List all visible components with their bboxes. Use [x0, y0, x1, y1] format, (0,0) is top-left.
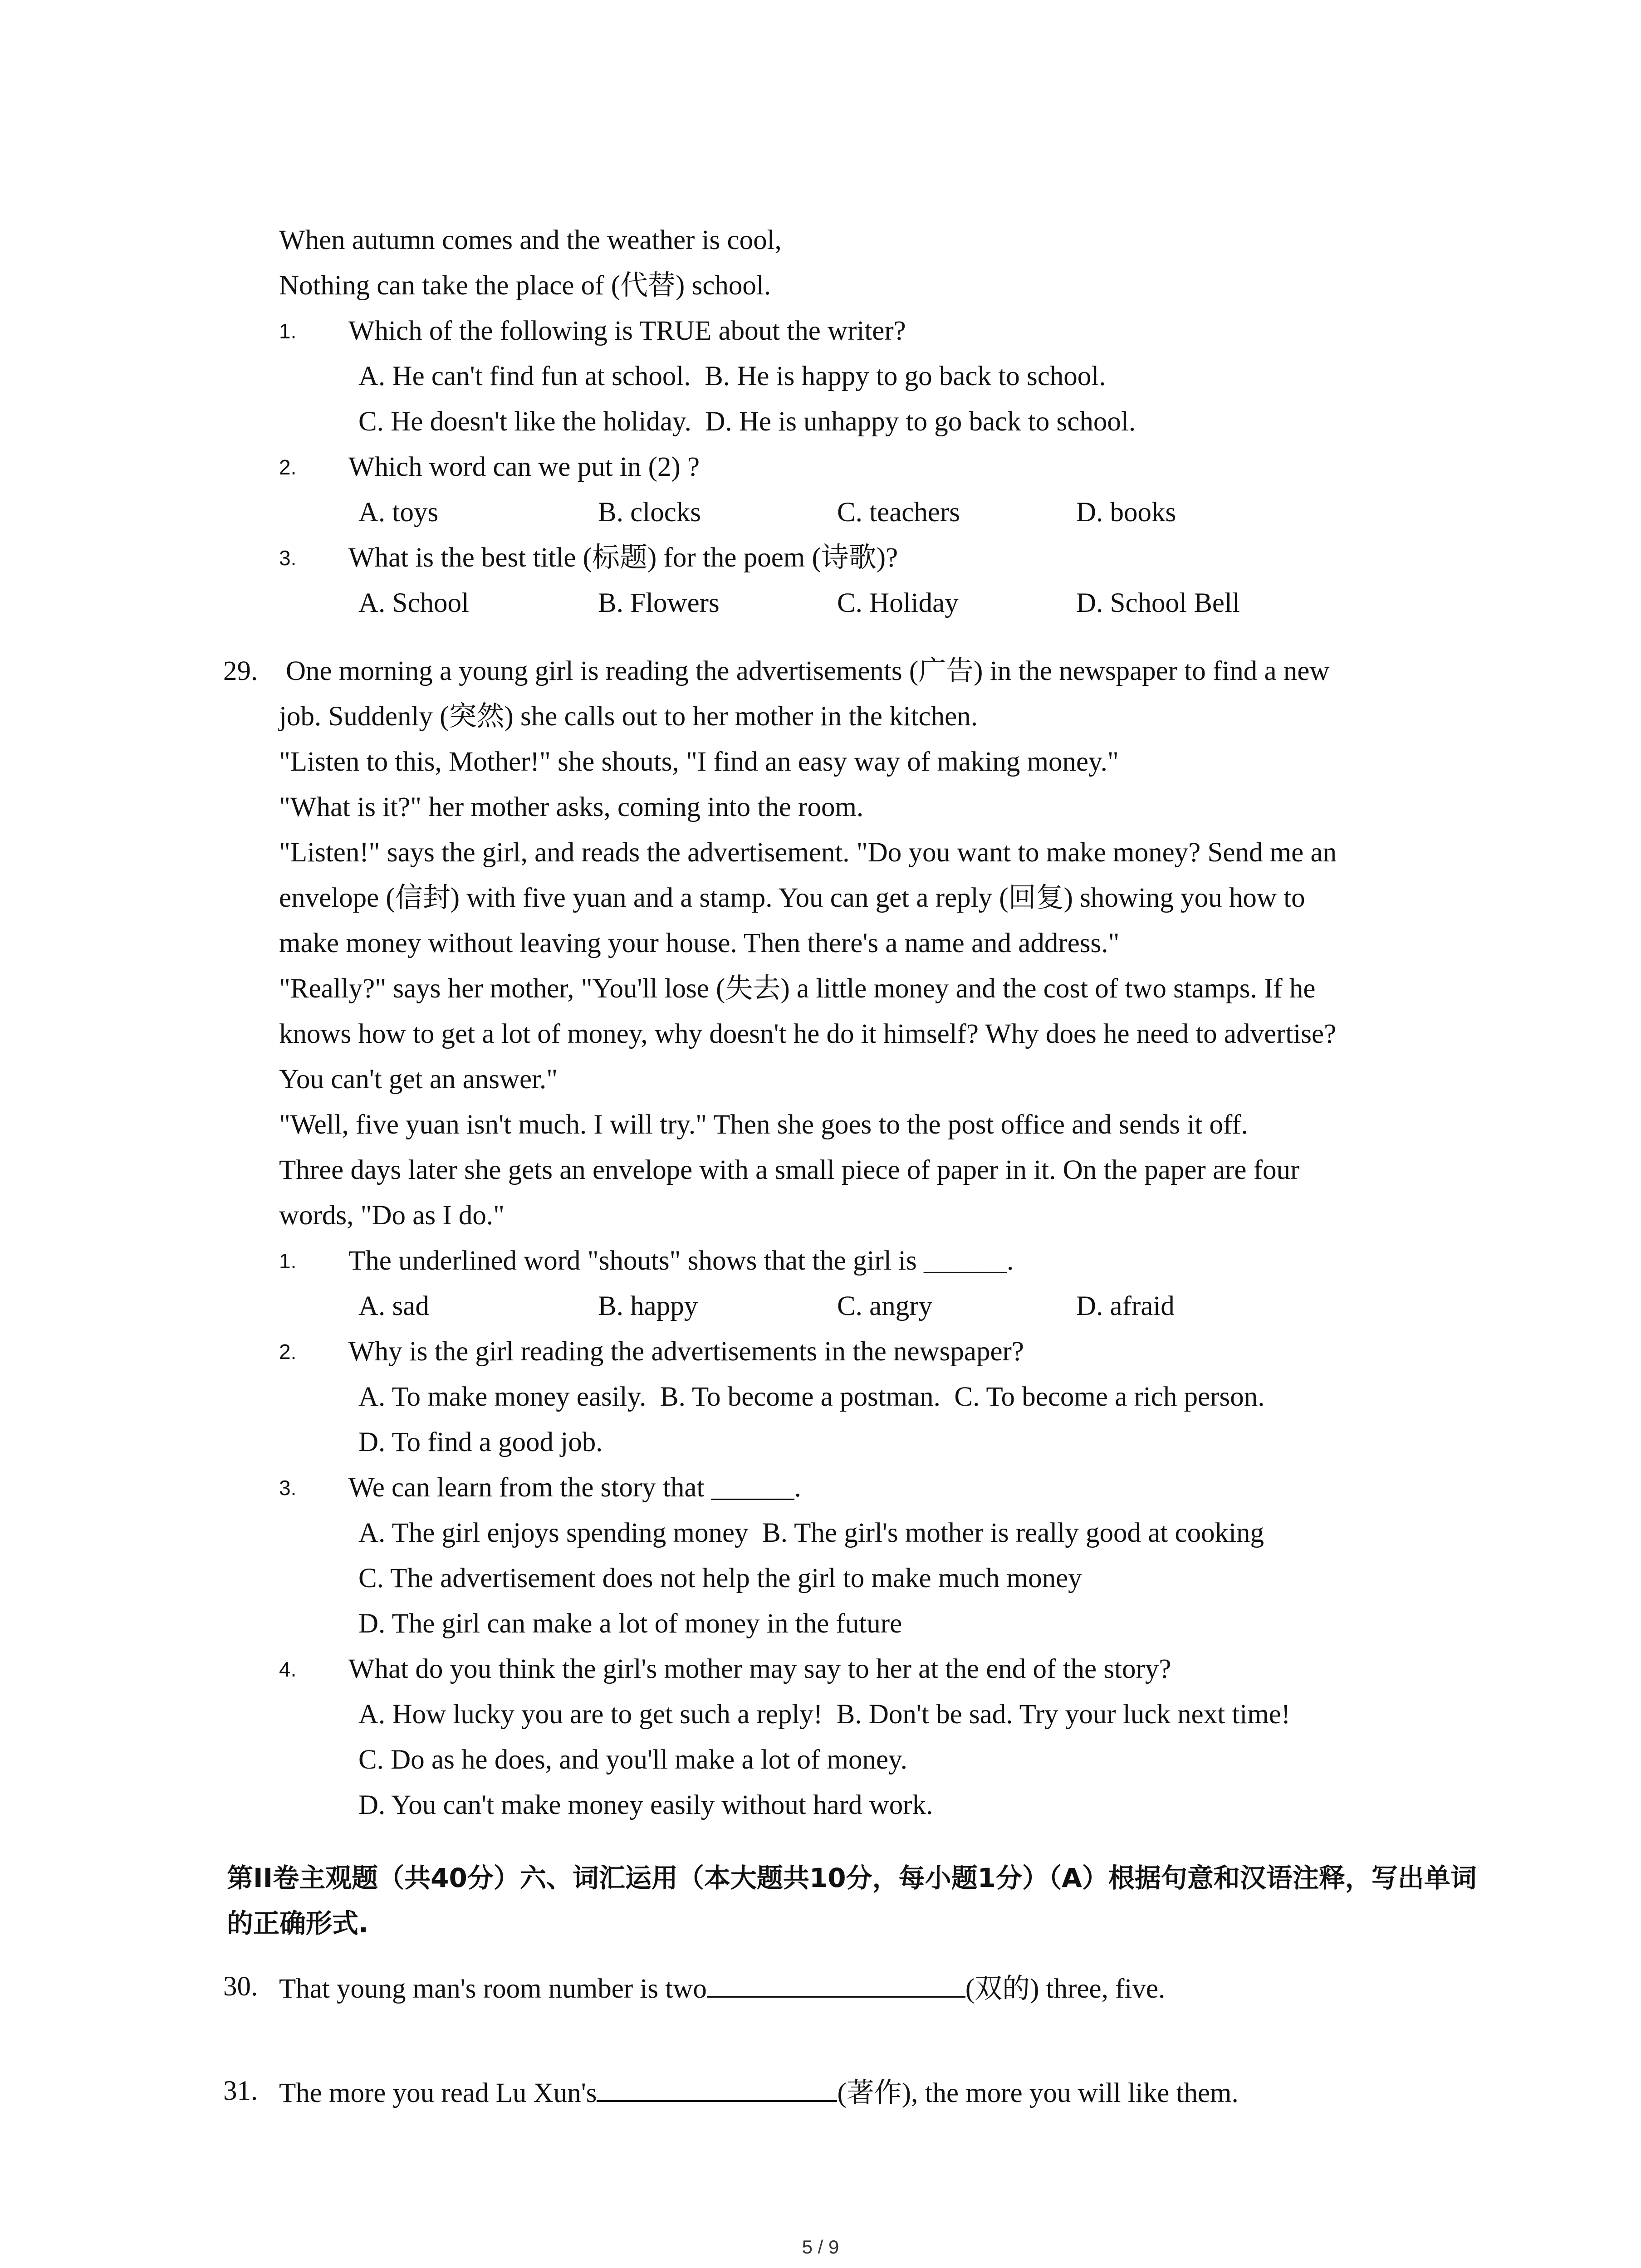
answer-blank[interactable]: [597, 2073, 837, 2102]
passage-line: You can't get an answer.": [279, 1064, 558, 1095]
option-line: D. You can't make money easily without hard work.: [358, 1790, 933, 1820]
passage-line: "What is it?" her mother asks, coming into the room.: [279, 792, 864, 822]
question-number: 30.: [223, 1971, 258, 2002]
option-line: D. The girl can make a lot of money in the future: [358, 1608, 902, 1639]
question-stem: What do you think the girl's mother may say to her at the end of the story?: [348, 1654, 1171, 1684]
question-text-before: The more you read Lu Xun's: [279, 2078, 597, 2108]
poem-line: When autumn comes and the weather is cool,: [279, 225, 782, 255]
passage-line: envelope (信封) with five yuan and a stamp. You can get a reply (回复) showing you how to: [279, 883, 1305, 913]
sub-question-number: 1.: [279, 1249, 297, 1273]
passage-line: job. Suddenly (突然) she calls out to her mother in the kitchen.: [279, 701, 978, 732]
option-line: A. He can't find fun at school. B. He is happy to go back to school.: [358, 361, 1106, 391]
option-line: C. Do as he does, and you'll make a lot of money.: [358, 1745, 907, 1775]
fill-in-question: [279, 1969, 1165, 2007]
option-a: A. sad: [358, 1291, 429, 1321]
passage-line: knows how to get a lot of money, why doesn't he do it himself? Why does he need to advertise?: [279, 1019, 1337, 1049]
poem-line: Nothing can take the place of (代替) school.: [279, 270, 771, 301]
option-b: B. Flowers: [598, 588, 720, 618]
option-d: D. School Bell: [1076, 588, 1240, 618]
option-c: C. teachers: [837, 497, 960, 528]
option-a: A. toys: [358, 497, 439, 528]
option-line: A. How lucky you are to get such a reply! B. Don't be sad. Try your luck next time!: [358, 1699, 1291, 1730]
question-stem: What is the best title (标题) for the poem (诗歌)?: [348, 543, 898, 573]
question-stem: The underlined word "shouts" shows that the girl is ______.: [348, 1246, 1014, 1276]
passage-line: "Really?" says her mother, "You'll lose (失去) a little money and the cost of two stamps. If he: [279, 973, 1316, 1004]
question-text-after: (双的) three, five.: [965, 1974, 1166, 2004]
option-a: A. School: [358, 588, 469, 618]
passage-line: One morning a young girl is reading the advertisements (广告) in the newspaper to find a new: [286, 656, 1330, 686]
page-number: 5 / 9: [802, 2236, 839, 2258]
option-b: B. clocks: [598, 497, 701, 528]
section-heading: 第II卷主观题（共40分）六、词汇运用（本大题共10分，每小题1分）（A）根据句意和汉语注释，写出单词的正确形式.: [227, 1862, 1477, 1939]
option-line: C. He doesn't like the holiday. D. He is unhappy to go back to school.: [358, 406, 1136, 437]
sub-question-number: 1.: [279, 319, 297, 343]
question-text-after: (著作), the more you will like them.: [837, 2078, 1239, 2108]
sub-question-number: 3.: [279, 546, 297, 570]
sub-question-number: 2.: [279, 1340, 297, 1364]
question-stem: Which word can we put in (2) ?: [348, 452, 700, 482]
passage-line: "Listen to this, Mother!" she shouts, "I find an easy way of making money.": [279, 747, 1119, 777]
question-stem: Which of the following is TRUE about the writer?: [348, 316, 906, 346]
option-d: D. afraid: [1076, 1291, 1175, 1321]
question-stem: Why is the girl reading the advertisements in the newspaper?: [348, 1336, 1024, 1367]
answer-blank[interactable]: [707, 1969, 965, 1998]
sub-question-number: 3.: [279, 1476, 297, 1500]
passage-line: make money without leaving your house. Then there's a name and address.": [279, 928, 1120, 958]
passage-line: Three days later she gets an envelope with a small piece of paper in it. On the paper are four: [279, 1155, 1300, 1185]
passage-line: words, "Do as I do.": [279, 1200, 505, 1231]
question-text-before: That young man's room number is two: [279, 1974, 707, 2004]
option-b: B. happy: [598, 1291, 698, 1321]
sub-question-number: 2.: [279, 455, 297, 479]
passage-line: "Well, five yuan isn't much. I will try." Then she goes to the post office and sends it off.: [279, 1110, 1248, 1140]
fill-in-question: [279, 2073, 1239, 2112]
question-stem: We can learn from the story that ______.: [348, 1472, 801, 1503]
option-line: A. The girl enjoys spending money B. The girl's mother is really good at cooking: [358, 1518, 1264, 1548]
sub-question-number: 4.: [279, 1657, 297, 1681]
option-line: A. To make money easily. B. To become a postman. C. To become a rich person.: [358, 1382, 1265, 1412]
option-d: D. books: [1076, 497, 1176, 528]
passage-line: "Listen!" says the girl, and reads the advertisement. "Do you want to make money? Send me an: [279, 837, 1337, 868]
question-number: 29.: [223, 656, 258, 686]
question-number: 31.: [223, 2076, 258, 2106]
option-c: C. angry: [837, 1291, 933, 1321]
option-line: D. To find a good job.: [358, 1427, 603, 1457]
option-c: C. Holiday: [837, 588, 959, 618]
option-line: C. The advertisement does not help the girl to make much money: [358, 1563, 1082, 1593]
